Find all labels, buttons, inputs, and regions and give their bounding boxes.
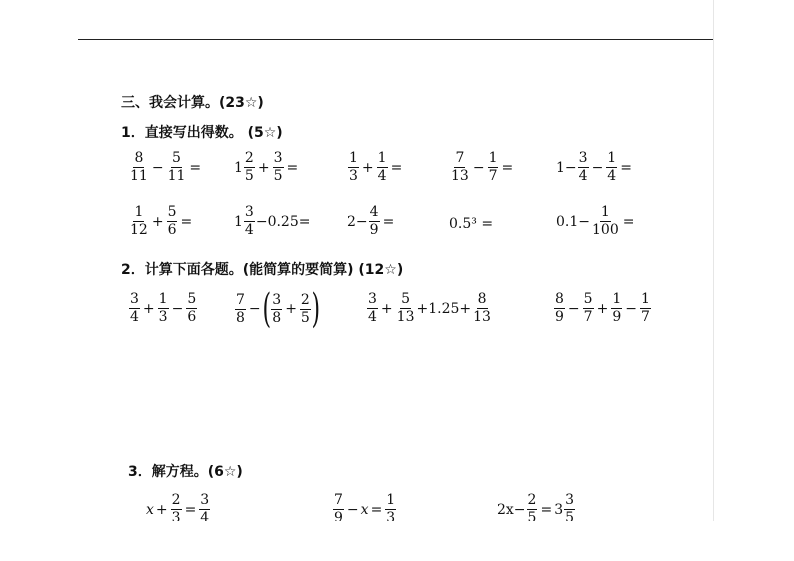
denominator: 100 [592, 222, 619, 238]
numerator: 1 [600, 204, 610, 220]
fraction [578, 150, 589, 185]
q1-r1-expr-4 [449, 150, 515, 185]
whole-number: 1 [234, 159, 243, 176]
equals: = [180, 213, 193, 230]
denominator: 4 [368, 309, 377, 325]
q1-r2-expr-1 [128, 204, 194, 239]
fraction [300, 292, 311, 327]
fraction [273, 150, 284, 185]
q1-r1-expr-3 [347, 150, 404, 185]
equals: = [382, 213, 395, 230]
fraction [606, 150, 617, 185]
numerator: 1 [488, 150, 498, 166]
fraction [527, 492, 538, 521]
numerator: 1 [377, 150, 387, 166]
numerator: 1 [640, 291, 650, 307]
numerator: 5 [401, 291, 411, 307]
denominator: 5 [273, 168, 283, 184]
numerator: 2 [171, 492, 181, 508]
denominator: 9 [369, 222, 379, 238]
operator: − [248, 301, 261, 317]
trailing-term: −0.25= [255, 213, 311, 230]
denominator: 13 [396, 309, 415, 325]
q2-title: 2．计算下面各题。(能简算的要简算) (12☆) [121, 262, 404, 278]
equals: = [540, 501, 553, 518]
denominator: 4 [607, 168, 617, 184]
fraction [591, 204, 620, 239]
leading-term: 1− [556, 159, 577, 176]
fraction [583, 291, 594, 326]
fraction [472, 291, 492, 326]
numerator: 1 [612, 291, 622, 307]
whole-number: 1 [234, 213, 243, 230]
numerator: 4 [369, 204, 379, 220]
numerator: 3 [244, 204, 254, 220]
numerator: 5 [172, 150, 181, 166]
q1-r2-expr-4 [449, 216, 493, 232]
denominator: 3 [349, 168, 358, 184]
equals: = [189, 159, 202, 176]
q3-title: 3．解方程。(6☆) [128, 464, 243, 480]
fraction [385, 492, 396, 521]
numerator: 7 [334, 492, 343, 508]
operator: + [361, 159, 374, 176]
equals: = [370, 501, 383, 518]
equals: = [622, 213, 635, 230]
leading-term: 2− [347, 213, 368, 230]
variable-x: x [360, 501, 369, 518]
fraction [271, 292, 282, 327]
denominator: 5 [244, 168, 254, 184]
operator: − [346, 501, 359, 518]
left-parenthesis: ( [262, 286, 271, 332]
fraction [348, 150, 359, 185]
numerator: 7 [455, 150, 465, 166]
numerator: 1 [134, 204, 144, 220]
denominator: 5 [527, 510, 537, 521]
operator: − [591, 159, 604, 176]
q3-equation-3 [497, 492, 576, 521]
denominator: 7 [488, 168, 498, 184]
cube-expression: 0.5³ = [449, 216, 494, 232]
denominator: 3 [386, 510, 396, 521]
numerator: 7 [236, 291, 245, 308]
numerator: 8 [555, 291, 564, 307]
denominator: 4 [578, 168, 588, 184]
equals: = [390, 159, 403, 176]
operator: − [625, 300, 637, 317]
fraction [640, 291, 651, 326]
fraction [186, 291, 197, 326]
fraction [396, 291, 416, 326]
numerator: 5 [167, 204, 177, 220]
fraction [488, 150, 499, 185]
leading-term: 2x− [497, 501, 526, 518]
q1-r1-expr-2 [234, 150, 300, 185]
denominator: 7 [583, 309, 593, 325]
fraction [244, 204, 255, 239]
fraction [450, 150, 470, 185]
fraction [129, 150, 149, 185]
denominator: 4 [377, 168, 387, 184]
fraction [564, 492, 575, 521]
denominator: 9 [612, 309, 622, 325]
section-title: 三、我会计算。(23☆) [121, 95, 264, 111]
q2-expr-3 [366, 291, 493, 326]
denominator: 4 [130, 309, 139, 325]
denominator: 5 [565, 510, 575, 521]
denominator: 7 [640, 309, 650, 325]
numerator: 2 [527, 492, 537, 508]
fraction [129, 204, 149, 239]
q1-r2-expr-2 [234, 204, 310, 239]
fraction [199, 492, 210, 521]
q1-r1-expr-1 [128, 150, 203, 185]
equals: = [184, 501, 197, 518]
operator: + [142, 300, 155, 317]
operator: + [257, 159, 270, 176]
denominator: 3 [171, 510, 181, 521]
fraction [171, 492, 182, 521]
operator: − [472, 159, 485, 176]
fraction [129, 291, 140, 326]
q3-equation-2 [332, 492, 397, 521]
denominator: 9 [555, 309, 564, 325]
operator: − [567, 300, 580, 317]
numerator: 3 [130, 291, 139, 307]
denominator: 12 [130, 222, 148, 238]
fraction [167, 204, 178, 239]
numerator: 1 [607, 150, 617, 166]
numerator: 1 [158, 291, 168, 307]
numerator: 3 [272, 291, 282, 308]
fraction [167, 150, 187, 185]
middle-term: +1.25+ [416, 300, 472, 317]
operator: + [596, 300, 609, 317]
fraction [611, 291, 622, 326]
numerator: 8 [134, 150, 144, 166]
operator: − [171, 300, 184, 317]
right-parenthesis: ) [311, 286, 320, 332]
numerator: 5 [187, 291, 197, 307]
denominator: 11 [167, 168, 186, 184]
variable-x: x [146, 501, 154, 518]
fraction [554, 291, 565, 326]
numerator: 2 [300, 291, 310, 308]
denominator: 13 [473, 309, 491, 325]
numerator: 1 [349, 150, 358, 166]
denominator: 4 [244, 222, 254, 238]
q3-equation-1 [146, 492, 211, 521]
fraction [369, 204, 380, 239]
fraction [367, 291, 378, 326]
operator: + [380, 300, 393, 317]
numerator: 3 [578, 150, 588, 166]
denominator: 6 [167, 222, 177, 238]
numerator: 3 [565, 492, 575, 508]
numerator: 2 [244, 150, 254, 166]
denominator: 11 [130, 168, 148, 184]
fraction [158, 291, 169, 326]
denominator: 8 [236, 309, 245, 326]
numerator: 3 [200, 492, 210, 508]
q1-title: 1．直接写出得数。 (5☆) [121, 125, 283, 141]
q1-r2-expr-5 [556, 204, 636, 239]
fraction [333, 492, 344, 521]
operator: + [285, 301, 297, 317]
q2-expr-2 [234, 286, 320, 332]
numerator: 3 [273, 150, 283, 166]
equals: = [620, 159, 632, 176]
operator: + [151, 213, 164, 230]
q2-expr-1 [128, 291, 198, 326]
denominator: 3 [158, 309, 168, 325]
q2-expr-4 [553, 291, 652, 326]
q1-r1-expr-5 [556, 150, 634, 185]
fraction [244, 150, 255, 185]
numerator: 5 [583, 291, 593, 307]
operator: + [155, 501, 168, 518]
whole-number: 3 [554, 501, 564, 518]
equals: = [501, 159, 514, 176]
denominator: 8 [272, 309, 282, 326]
denominator: 6 [187, 309, 197, 325]
denominator: 13 [451, 168, 469, 184]
leading-term: 0.1− [556, 213, 590, 230]
fraction [377, 150, 388, 185]
denominator: 9 [334, 510, 343, 521]
q1-r2-expr-3 [347, 204, 396, 239]
denominator: 5 [300, 309, 310, 326]
equals: = [286, 159, 299, 176]
numerator: 8 [477, 291, 487, 307]
numerator: 3 [368, 291, 377, 307]
denominator: 4 [200, 510, 210, 521]
operator: − [151, 159, 164, 176]
fraction [235, 292, 246, 327]
numerator: 1 [386, 492, 396, 508]
